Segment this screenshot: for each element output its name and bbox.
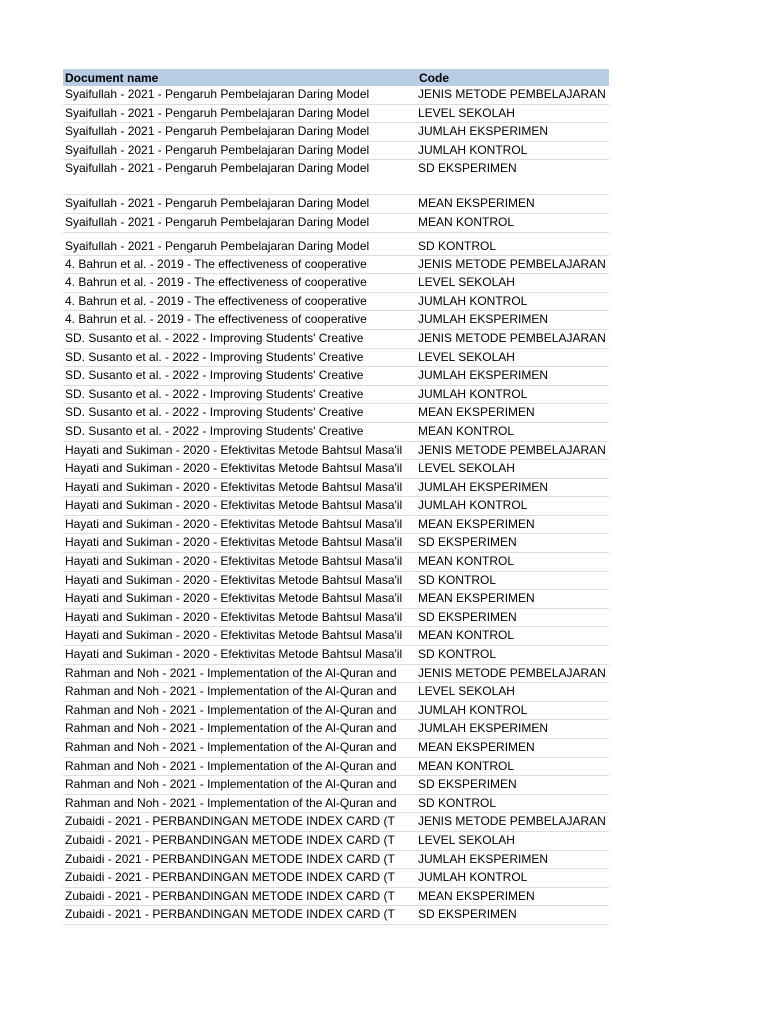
document-name-cell[interactable]: 4. Bahrun et al. - 2019 - The effectiveness of cooperative — [63, 255, 417, 274]
code-cell[interactable]: MEAN KONTROL — [417, 757, 609, 776]
table-row — [63, 720, 609, 739]
column-header-document-name[interactable]: Document name — [63, 69, 417, 86]
code-cell[interactable]: JENIS METODE PEMBELAJARAN — [417, 329, 609, 348]
code-cell[interactable]: JENIS METODE PEMBELAJARAN — [417, 86, 609, 104]
code-cell[interactable]: SD KONTROL — [417, 571, 609, 590]
table-row — [63, 701, 609, 720]
table-row — [63, 664, 609, 683]
table-row — [63, 404, 609, 423]
document-name-cell[interactable]: Hayati and Sukiman - 2020 - Efektivitas Metode Bahtsul Masa'il — [63, 460, 417, 479]
table-row — [63, 869, 609, 888]
document-name-cell[interactable]: Zubaidi - 2021 - PERBANDINGAN METODE INDEX CARD (T — [63, 906, 417, 925]
document-name-cell[interactable]: Syaifullah - 2021 - Pengaruh Pembelajaran Daring Model — [63, 232, 417, 255]
document-name-cell[interactable]: SD. Susanto et al. - 2022 - Improving Students' Creative — [63, 385, 417, 404]
document-name-cell[interactable]: Hayati and Sukiman - 2020 - Efektivitas Metode Bahtsul Masa'il — [63, 478, 417, 497]
table-row — [63, 460, 609, 479]
table-row — [63, 348, 609, 367]
code-cell[interactable]: JUMLAH EKSPERIMEN — [417, 311, 609, 330]
document-name-cell[interactable]: Rahman and Noh - 2021 - Implementation of the Al-Quran and — [63, 720, 417, 739]
code-cell[interactable]: JENIS METODE PEMBELAJARAN — [417, 664, 609, 683]
code-cell[interactable]: JUMLAH KONTROL — [417, 869, 609, 888]
document-name-cell[interactable]: Zubaidi - 2021 - PERBANDINGAN METODE INDEX CARD (T — [63, 850, 417, 869]
document-name-cell[interactable]: Syaifullah - 2021 - Pengaruh Pembelajaran Daring Model — [63, 104, 417, 123]
table-row — [63, 141, 609, 160]
table-row — [63, 422, 609, 441]
table-row — [63, 590, 609, 609]
code-cell[interactable]: SD KONTROL — [417, 646, 609, 665]
table-row — [63, 160, 609, 195]
code-cell[interactable]: JUMLAH KONTROL — [417, 497, 609, 516]
code-cell[interactable]: MEAN EKSPERIMEN — [417, 739, 609, 758]
document-name-cell[interactable]: Zubaidi - 2021 - PERBANDINGAN METODE INDEX CARD (T — [63, 869, 417, 888]
table-row — [63, 757, 609, 776]
table-row — [63, 627, 609, 646]
code-cell[interactable]: LEVEL SEKOLAH — [417, 831, 609, 850]
code-cell[interactable]: MEAN KONTROL — [417, 627, 609, 646]
table-row — [63, 329, 609, 348]
code-cell[interactable]: JUMLAH EKSPERIMEN — [417, 367, 609, 386]
code-cell[interactable]: JENIS METODE PEMBELAJARAN — [417, 813, 609, 832]
document-name-cell[interactable]: Syaifullah - 2021 - Pengaruh Pembelajaran Daring Model — [63, 86, 417, 104]
document-name-cell[interactable]: SD. Susanto et al. - 2022 - Improving Students' Creative — [63, 329, 417, 348]
code-cell[interactable]: LEVEL SEKOLAH — [417, 460, 609, 479]
code-cell[interactable]: JUMLAH KONTROL — [417, 385, 609, 404]
table-row — [63, 232, 609, 255]
table-row — [63, 553, 609, 572]
document-name-cell[interactable]: Rahman and Noh - 2021 - Implementation of the Al-Quran and — [63, 683, 417, 702]
table-row — [63, 478, 609, 497]
table-row — [63, 571, 609, 590]
table-row — [63, 515, 609, 534]
document-name-cell[interactable]: Syaifullah - 2021 - Pengaruh Pembelajaran Daring Model — [63, 123, 417, 142]
document-name-cell[interactable]: 4. Bahrun et al. - 2019 - The effectiveness of cooperative — [63, 311, 417, 330]
code-cell[interactable]: JENIS METODE PEMBELAJARAN — [417, 441, 609, 460]
table-row — [63, 776, 609, 795]
code-cell[interactable]: LEVEL SEKOLAH — [417, 348, 609, 367]
document-name-cell[interactable]: Zubaidi - 2021 - PERBANDINGAN METODE INDEX CARD (T — [63, 831, 417, 850]
document-name-cell[interactable]: Rahman and Noh - 2021 - Implementation of the Al-Quran and — [63, 739, 417, 758]
spreadsheet-sheet — [63, 69, 609, 925]
document-name-cell[interactable]: Syaifullah - 2021 - Pengaruh Pembelajaran Daring Model — [63, 141, 417, 160]
table-row — [63, 104, 609, 123]
document-name-cell[interactable]: Hayati and Sukiman - 2020 - Efektivitas Metode Bahtsul Masa'il — [63, 608, 417, 627]
document-name-cell[interactable]: SD. Susanto et al. - 2022 - Improving Students' Creative — [63, 367, 417, 386]
code-cell[interactable]: JUMLAH KONTROL — [417, 701, 609, 720]
code-cell[interactable]: SD EKSPERIMEN — [417, 534, 609, 553]
document-name-cell[interactable]: Hayati and Sukiman - 2020 - Efektivitas Metode Bahtsul Masa'il — [63, 441, 417, 460]
table-row — [63, 441, 609, 460]
code-cell[interactable]: JUMLAH EKSPERIMEN — [417, 850, 609, 869]
table-row — [63, 255, 609, 274]
document-name-cell[interactable]: Hayati and Sukiman - 2020 - Efektivitas Metode Bahtsul Masa'il — [63, 590, 417, 609]
code-cell[interactable]: JUMLAH EKSPERIMEN — [417, 123, 609, 142]
table-row — [63, 534, 609, 553]
document-name-cell[interactable]: Hayati and Sukiman - 2020 - Efektivitas Metode Bahtsul Masa'il — [63, 553, 417, 572]
table-row — [63, 195, 609, 214]
document-name-cell[interactable]: Rahman and Noh - 2021 - Implementation of the Al-Quran and — [63, 757, 417, 776]
document-name-cell[interactable]: Zubaidi - 2021 - PERBANDINGAN METODE INDEX CARD (T — [63, 887, 417, 906]
document-name-cell[interactable]: Syaifullah - 2021 - Pengaruh Pembelajaran Daring Model — [63, 195, 417, 214]
code-cell[interactable]: MEAN EKSPERIMEN — [417, 195, 609, 214]
code-cell[interactable]: MEAN KONTROL — [417, 213, 609, 232]
document-name-cell[interactable]: 4. Bahrun et al. - 2019 - The effectiveness of cooperative — [63, 274, 417, 293]
table-row — [63, 497, 609, 516]
document-name-cell[interactable]: Hayati and Sukiman - 2020 - Efektivitas Metode Bahtsul Masa'il — [63, 571, 417, 590]
code-table — [63, 69, 609, 925]
document-name-cell[interactable]: Hayati and Sukiman - 2020 - Efektivitas Metode Bahtsul Masa'il — [63, 534, 417, 553]
table-row — [63, 906, 609, 925]
table-row — [63, 813, 609, 832]
table-row — [63, 608, 609, 627]
code-cell[interactable]: LEVEL SEKOLAH — [417, 274, 609, 293]
code-cell[interactable]: LEVEL SEKOLAH — [417, 104, 609, 123]
code-cell[interactable]: SD EKSPERIMEN — [417, 608, 609, 627]
document-name-cell[interactable]: 4. Bahrun et al. - 2019 - The effectiveness of cooperative — [63, 292, 417, 311]
table-row — [63, 683, 609, 702]
table-row — [63, 831, 609, 850]
code-cell[interactable]: SD EKSPERIMEN — [417, 776, 609, 795]
code-cell[interactable]: JUMLAH KONTROL — [417, 292, 609, 311]
table-row — [63, 123, 609, 142]
document-name-cell[interactable]: Hayati and Sukiman - 2020 - Efektivitas Metode Bahtsul Masa'il — [63, 646, 417, 665]
table-row — [63, 292, 609, 311]
table-row — [63, 794, 609, 813]
code-cell[interactable]: MEAN KONTROL — [417, 553, 609, 572]
code-cell[interactable]: MEAN EKSPERIMEN — [417, 404, 609, 423]
code-cell[interactable]: SD KONTROL — [417, 794, 609, 813]
document-name-cell[interactable]: Rahman and Noh - 2021 - Implementation of the Al-Quran and — [63, 776, 417, 795]
code-cell[interactable]: JUMLAH EKSPERIMEN — [417, 478, 609, 497]
document-name-cell[interactable]: Rahman and Noh - 2021 - Implementation of the Al-Quran and — [63, 794, 417, 813]
table-row — [63, 739, 609, 758]
document-name-cell[interactable]: Zubaidi - 2021 - PERBANDINGAN METODE INDEX CARD (T — [63, 813, 417, 832]
document-name-cell[interactable]: Hayati and Sukiman - 2020 - Efektivitas Metode Bahtsul Masa'il — [63, 497, 417, 516]
document-name-cell[interactable]: Syaifullah - 2021 - Pengaruh Pembelajaran Daring Model — [63, 160, 417, 195]
table-row — [63, 311, 609, 330]
code-cell[interactable]: MEAN KONTROL — [417, 422, 609, 441]
table-row — [63, 850, 609, 869]
column-header-code[interactable]: Code — [417, 69, 609, 86]
header-row — [63, 69, 609, 86]
table-row — [63, 213, 609, 232]
code-cell[interactable]: SD EKSPERIMEN — [417, 160, 609, 195]
document-name-cell[interactable]: Rahman and Noh - 2021 - Implementation of the Al-Quran and — [63, 664, 417, 683]
code-cell[interactable]: SD KONTROL — [417, 232, 609, 255]
code-cell[interactable]: JUMLAH EKSPERIMEN — [417, 720, 609, 739]
code-cell[interactable]: JUMLAH KONTROL — [417, 141, 609, 160]
code-cell[interactable]: LEVEL SEKOLAH — [417, 683, 609, 702]
document-name-cell[interactable]: Rahman and Noh - 2021 - Implementation of the Al-Quran and — [63, 701, 417, 720]
code-cell[interactable]: JENIS METODE PEMBELAJARAN — [417, 255, 609, 274]
document-name-cell[interactable]: SD. Susanto et al. - 2022 - Improving Students' Creative — [63, 404, 417, 423]
table-row — [63, 887, 609, 906]
code-cell[interactable]: MEAN EKSPERIMEN — [417, 590, 609, 609]
document-name-cell[interactable]: SD. Susanto et al. - 2022 - Improving Students' Creative — [63, 422, 417, 441]
table-row — [63, 646, 609, 665]
document-name-cell[interactable]: Hayati and Sukiman - 2020 - Efektivitas Metode Bahtsul Masa'il — [63, 515, 417, 534]
table-row — [63, 367, 609, 386]
table-row — [63, 274, 609, 293]
code-cell[interactable]: MEAN EKSPERIMEN — [417, 887, 609, 906]
table-body — [63, 86, 609, 924]
table-row — [63, 86, 609, 104]
table-row — [63, 385, 609, 404]
document-name-cell[interactable]: SD. Susanto et al. - 2022 - Improving Students' Creative — [63, 348, 417, 367]
code-cell[interactable]: MEAN EKSPERIMEN — [417, 515, 609, 534]
document-name-cell[interactable]: Hayati and Sukiman - 2020 - Efektivitas Metode Bahtsul Masa'il — [63, 627, 417, 646]
code-cell[interactable]: SD EKSPERIMEN — [417, 906, 609, 925]
document-name-cell[interactable]: Syaifullah - 2021 - Pengaruh Pembelajaran Daring Model — [63, 213, 417, 232]
